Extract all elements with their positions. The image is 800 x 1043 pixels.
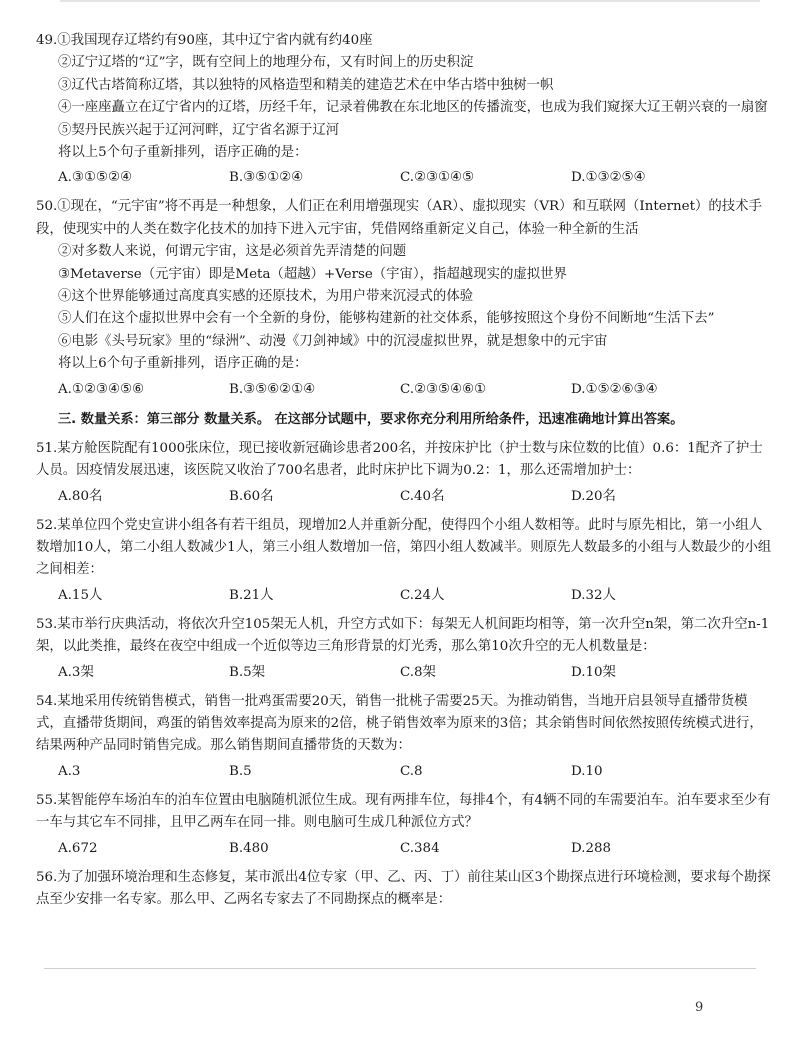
option-a: A.672	[58, 840, 98, 856]
question-line: ⑤人们在这个虚拟世界中会有一个全新的身份，能够构建新的社交体系，能够按照这个身份不间断地“生活下去”	[58, 311, 715, 327]
options-row	[58, 379, 772, 401]
option-c: C.8	[400, 763, 423, 779]
options-row	[58, 486, 772, 508]
option-c: C.384	[400, 840, 440, 856]
options-row	[58, 167, 772, 189]
page-number: 9	[695, 1000, 704, 1015]
option-a: A.3	[58, 763, 81, 779]
question-line: 53.某市举行庆典活动，将依次升空105架无人机，升空方式如下：每架无人机间距均相等，第一次升空n架，第二次升空n-1架，以此类推，最终在夜空中组成一个近似等边三角形背景的灯光秀，那么第10次升空的无人机数量是：	[36, 616, 770, 655]
options-row	[58, 761, 772, 783]
question-52	[36, 515, 772, 607]
option-d: D.32人	[571, 587, 616, 603]
page-content	[36, 30, 772, 918]
option-a: A.3架	[58, 664, 94, 680]
question-line: ④这个世界能够通过高度真实感的还原技术，为用户带来沉浸式的体验	[58, 289, 474, 305]
top-rule	[60, 0, 760, 2]
question-53	[36, 614, 772, 684]
option-d: D.①③②⑤④	[571, 170, 646, 186]
question-line: 55.某智能停车场泊车的泊车位置由电脑随机派位生成。现有两排车位，每排4个，有4辆不同的车需要泊车。泊车要求至少有一车与其它车不同排，且甲乙两车在同一排。则电脑可生成几种派位方式？	[36, 792, 771, 831]
question-line: 54.某地采用传统销售模式，销售一批鸡蛋需要20天，销售一批桃子需要25天。为推动销售，当地开启县领导直播带货模式，直播带货期间，鸡蛋的销售效率提高为原来的2倍，桃子销售效率为原来的3倍；其余销售时间依然按照传统模式进行，结果两种产品同时销售完成。那么销售期间直播带货的天数为：	[36, 693, 763, 754]
option-c: C.8架	[400, 664, 436, 680]
option-a: A.15人	[58, 587, 103, 603]
option-b: B.③⑤①②④	[229, 170, 304, 186]
question-54	[36, 691, 772, 783]
option-c: C.24人	[400, 587, 445, 603]
option-a: A.③①⑤②④	[58, 170, 132, 186]
question-56	[36, 867, 772, 912]
option-c: C.40名	[400, 488, 445, 504]
bottom-rule	[44, 968, 756, 969]
option-d: D.20名	[571, 488, 616, 504]
question-line: 49.①我国现存辽塔约有90座，其中辽宁省内就有约40座	[36, 33, 373, 48]
question-55	[36, 790, 772, 860]
option-a: A.80名	[58, 488, 103, 504]
option-b: B.5	[229, 763, 252, 779]
question-line: 52.某单位四个党史宣讲小组各有若干组员，现增加2人并重新分配，使得四个小组人数相等。此时与原先相比，第一小组人数增加10人，第二小组人数减少1人，第三小组人数增加一倍，第四小组人数减半。则原先人数最多的小组与人数最少的小组之间相差：	[36, 517, 772, 578]
question-line: 将以上6个句子重新排列，语序正确的是：	[58, 356, 308, 372]
option-b: B.480	[229, 840, 269, 856]
options-row	[58, 662, 772, 684]
option-b: B.21人	[229, 587, 274, 603]
option-b: B.60名	[229, 488, 274, 504]
section-heading: 三. 数量关系：第三部分 数量关系。 在这部分试题中，要求你充分利用所给条件，迅速准确地计算出答案。	[58, 411, 684, 427]
option-b: B.5架	[229, 664, 266, 680]
option-b: B.③⑤⑥②①④	[229, 381, 316, 397]
question-line: ⑥电影《头号玩家》里的“绿洲”、动漫《刀剑神域》中的沉浸虚拟世界，就是想象中的元宇宙	[58, 333, 608, 349]
option-c: C.②③①④⑤	[400, 170, 475, 186]
question-line: ⑤契丹民族兴起于辽河河畔，辽宁省名源于辽河	[58, 122, 340, 138]
question-50	[36, 196, 772, 400]
question-line: ②辽宁辽塔的“辽”字，既有空间上的地理分布，又有时间上的历史积淀	[58, 55, 474, 71]
option-a: A.①②③④⑤⑥	[58, 381, 144, 397]
options-row	[58, 585, 772, 607]
option-d: D.①⑤②⑥③④	[571, 381, 658, 397]
question-line: ③Metaverse（元宇宙）即是Meta（超越）+Verse（宇宙），指超越现实的虚拟世界	[58, 266, 567, 282]
option-d: D.10架	[571, 664, 616, 680]
question-line: ③辽代古塔简称辽塔，其以独特的风格造型和精美的建造艺术在中华古塔中独树一帜	[58, 77, 554, 93]
question-line: 51.某方舱医院配有1000张床位，现已接收新冠确诊患者200名，并按床护比（护士数与床位数的比值）0.6：1配齐了护士人员。因疫情发展迅速，该医院又收治了700名患者，此时床护比下调为0.2：1，那么还需增加护士：	[36, 440, 763, 479]
option-c: C.②③⑤④⑥①	[400, 381, 487, 397]
options-row	[58, 838, 772, 860]
question-49	[36, 30, 772, 189]
option-d: D.10	[571, 763, 603, 779]
question-line: ④一座座矗立在辽宁省内的辽塔，历经千年，记录着佛教在东北地区的传播流变，也成为我们窥探大辽王朝兴衰的一扇窗	[58, 100, 768, 116]
question-line: 50.①现在，“元宇宙”将不再是一种想象，人们正在利用增强现实（AR）、虚拟现实（VR）和互联网（Internet）的技术手段，使现实中的人类在数字化技术的加持下进入元宇宙，凭借网络重新定义自己，体验一种全新的生活	[36, 199, 762, 237]
question-line: ②对多数人来说，何谓元宇宙，这是必须首先弄清楚的问题	[58, 244, 407, 260]
question-51	[36, 438, 772, 508]
question-line: 将以上5个句子重新排列，语序正确的是：	[58, 145, 308, 161]
question-line: 56.为了加强环境治理和生态修复，某市派出4位专家（甲、乙、丙、丁）前往某山区3个勘探点进行环境检测，要求每个勘探点至少安排一名专家。那么甲、乙两名专家去了不同勘探点的概率是：	[36, 869, 771, 907]
option-d: D.288	[571, 840, 612, 856]
